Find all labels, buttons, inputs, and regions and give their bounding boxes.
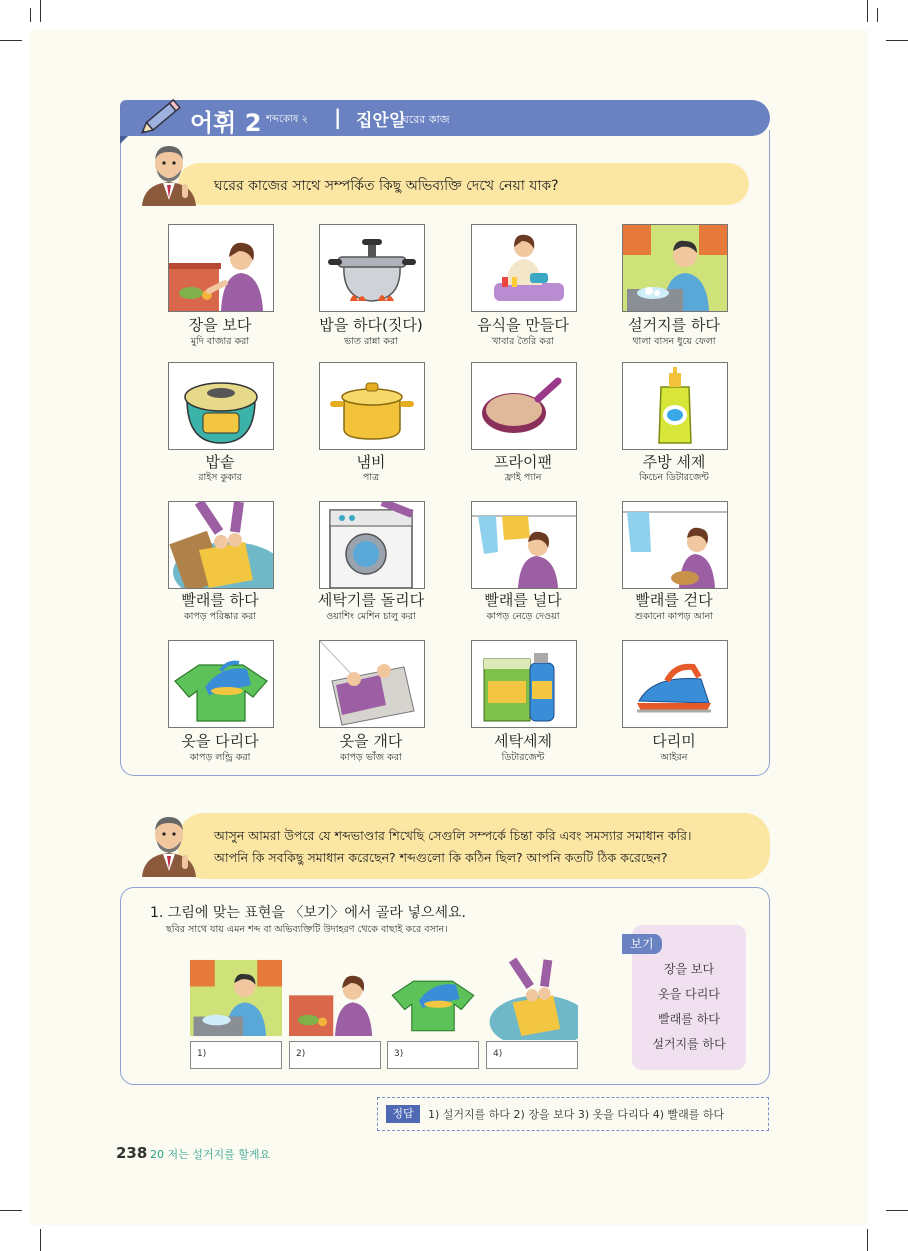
exercise-picture-4 [486, 956, 578, 1040]
example-option: 빨래를 하다 [658, 1012, 720, 1026]
answer-blank-1[interactable] [190, 1041, 282, 1069]
crop-mark [886, 40, 908, 41]
exercise-picture-2 [289, 956, 381, 1040]
intro-speech-bubble [178, 163, 749, 205]
exercise-picture-1 [190, 956, 282, 1040]
review-text-line1: আসুন আমরা উপরে যে শব্দভাণ্ডার শিখেছি সেগুলি সম্পর্কে চিন্তা করি এবং সমস্যার সমাধান করি। [214, 828, 692, 843]
answer-blank-2[interactable] [289, 1041, 381, 1069]
vocab-word: 냄비 [356, 453, 386, 471]
review-text-line2: আপনি কি সবকিছু সমাধান করেছেন? শব্দগুলো কি কঠিন ছিল? আপনি কতটি ঠিক করেছেন? [214, 850, 668, 865]
blank-number: 2) [296, 1049, 306, 1059]
vocab-word: 설거지를 하다 [628, 316, 720, 334]
folding-clothes-picture [319, 640, 425, 728]
vocab-word: 음식을 만들다 [477, 316, 569, 334]
example-label: 보기 [622, 934, 662, 954]
vocab-translation: আইরন [660, 752, 688, 763]
vocab-word: 밥을 하다(짓다) [319, 316, 423, 334]
vocab-word: 프라이팬 [494, 453, 552, 471]
vocab-translation: শুকানো কাপড় আনা [635, 611, 713, 622]
laundry-detergent-picture [471, 640, 577, 728]
vocab-word: 밥솥 [205, 453, 235, 471]
vocab-word: 주방 세제 [642, 453, 706, 471]
teacher-avatar [136, 810, 202, 878]
vocab-translation: ভাত রান্না করা [344, 336, 398, 347]
crop-mark [867, 0, 868, 22]
vocab-translation: পাত্র [362, 472, 380, 483]
example-option: 장을 보다 [663, 962, 715, 976]
example-option: 옷을 다리다 [658, 987, 720, 1001]
blank-number: 1) [197, 1049, 207, 1059]
ironing-clothes-picture [168, 640, 274, 728]
answer-text: 1) 설거지를 하다 2) 장을 보다 3) 옷을 다리다 4) 빨래를 하다 [428, 1108, 725, 1121]
frying-pan-picture [471, 362, 577, 450]
vocab-translation: কাপড় পরিষ্কার করা [183, 611, 257, 622]
vocab-translation: রাইস কুকার [198, 472, 242, 483]
blank-number: 3) [394, 1049, 404, 1059]
crop-mark [867, 1229, 868, 1251]
exercise-picture-3 [387, 956, 479, 1040]
section-header [120, 100, 770, 136]
vocab-translation: কাপড় নেড়ে দেওয়া [486, 611, 560, 622]
crop-mark [0, 40, 22, 41]
section-topic-bn: ঘরের কাজ [402, 113, 450, 126]
dish-detergent-picture [622, 362, 728, 450]
exercise-subtitle: ছবির সাথে যায় এমন শব্দ বা অভিব্যক্তিটি উদাহরণ থেকে বাছাই করে বসান। [166, 924, 448, 935]
rice-cooker-picture [168, 362, 274, 450]
crop-mark [30, 8, 31, 22]
collecting-laundry-picture [622, 501, 728, 589]
crop-mark [886, 1210, 908, 1211]
vocab-word: 빨래를 걷다 [635, 591, 713, 609]
answer-key [377, 1097, 769, 1131]
pressure-cooker-picture [319, 224, 425, 312]
vocab-word: 옷을 개다 [339, 732, 403, 750]
iron-picture [622, 640, 728, 728]
section-title: 어휘 2 [190, 109, 262, 137]
hanging-laundry-picture [471, 501, 577, 589]
crop-mark [40, 1229, 41, 1251]
answer-blank-3[interactable] [387, 1041, 479, 1069]
vocab-word: 빨래를 널다 [484, 591, 562, 609]
header-separator: | [334, 105, 342, 129]
pencil-icon [140, 96, 184, 136]
pot-picture [319, 362, 425, 450]
vocab-word: 빨래를 하다 [181, 591, 259, 609]
crop-mark [40, 0, 41, 22]
chapter-title: 20 저는 설거지를 할게요 [150, 1148, 271, 1161]
hand-washing-clothes-picture [168, 501, 274, 589]
teacher-avatar [136, 140, 202, 206]
vocab-translation: কিচেন ডিটারজেন্ট [639, 472, 709, 483]
vocab-translation: কাপড় লন্ড্রি করা [189, 752, 251, 763]
grocery-shopping-picture [168, 224, 274, 312]
section-topic: 집안일 [356, 111, 406, 131]
vocab-word: 다리미 [652, 732, 696, 750]
cooking-picture [471, 224, 577, 312]
vocab-translation: কাপড় ভাঁজ করা [340, 752, 402, 763]
answer-label: 정답 [386, 1105, 420, 1123]
vocab-word: 옷을 다리다 [181, 732, 259, 750]
example-option: 설거지를 하다 [652, 1037, 726, 1051]
vocab-translation: ফ্রাই প্যান [504, 472, 542, 483]
crop-mark [0, 1210, 22, 1211]
vocab-translation: মুদি বাজার করা [190, 336, 250, 347]
vocab-word: 세탁기를 돌리다 [317, 591, 425, 609]
blank-number: 4) [493, 1049, 503, 1059]
exercise-title: 1. 그림에 맞는 표현을 〈보기〉에서 골라 넣으세요. [150, 905, 466, 921]
crop-mark [877, 8, 878, 22]
intro-text: ঘরের কাজের সাথে সম্পর্কিত কিছু অভিব্যক্তি দেখে নেয়া যাক? [214, 178, 559, 194]
vocab-translation: খাবার তৈরি করা [492, 336, 554, 347]
section-title-bn: শব্দকোষ ২ [266, 114, 309, 125]
header-fold [120, 136, 128, 144]
vocab-word: 세탁세제 [494, 732, 552, 750]
review-speech-bubble [178, 813, 770, 879]
vocab-translation: থালা বাসন ধুয়ে ফেলা [632, 336, 716, 347]
page-number: 238 [116, 1144, 148, 1162]
washing-machine-picture [319, 501, 425, 589]
washing-dishes-picture [622, 224, 728, 312]
vocab-translation: ডিটারজেন্ট [501, 752, 545, 763]
vocab-translation: ওয়াশিং মেশিন চালু করা [326, 611, 416, 622]
vocab-word: 장을 보다 [188, 316, 252, 334]
answer-blank-4[interactable] [486, 1041, 578, 1069]
